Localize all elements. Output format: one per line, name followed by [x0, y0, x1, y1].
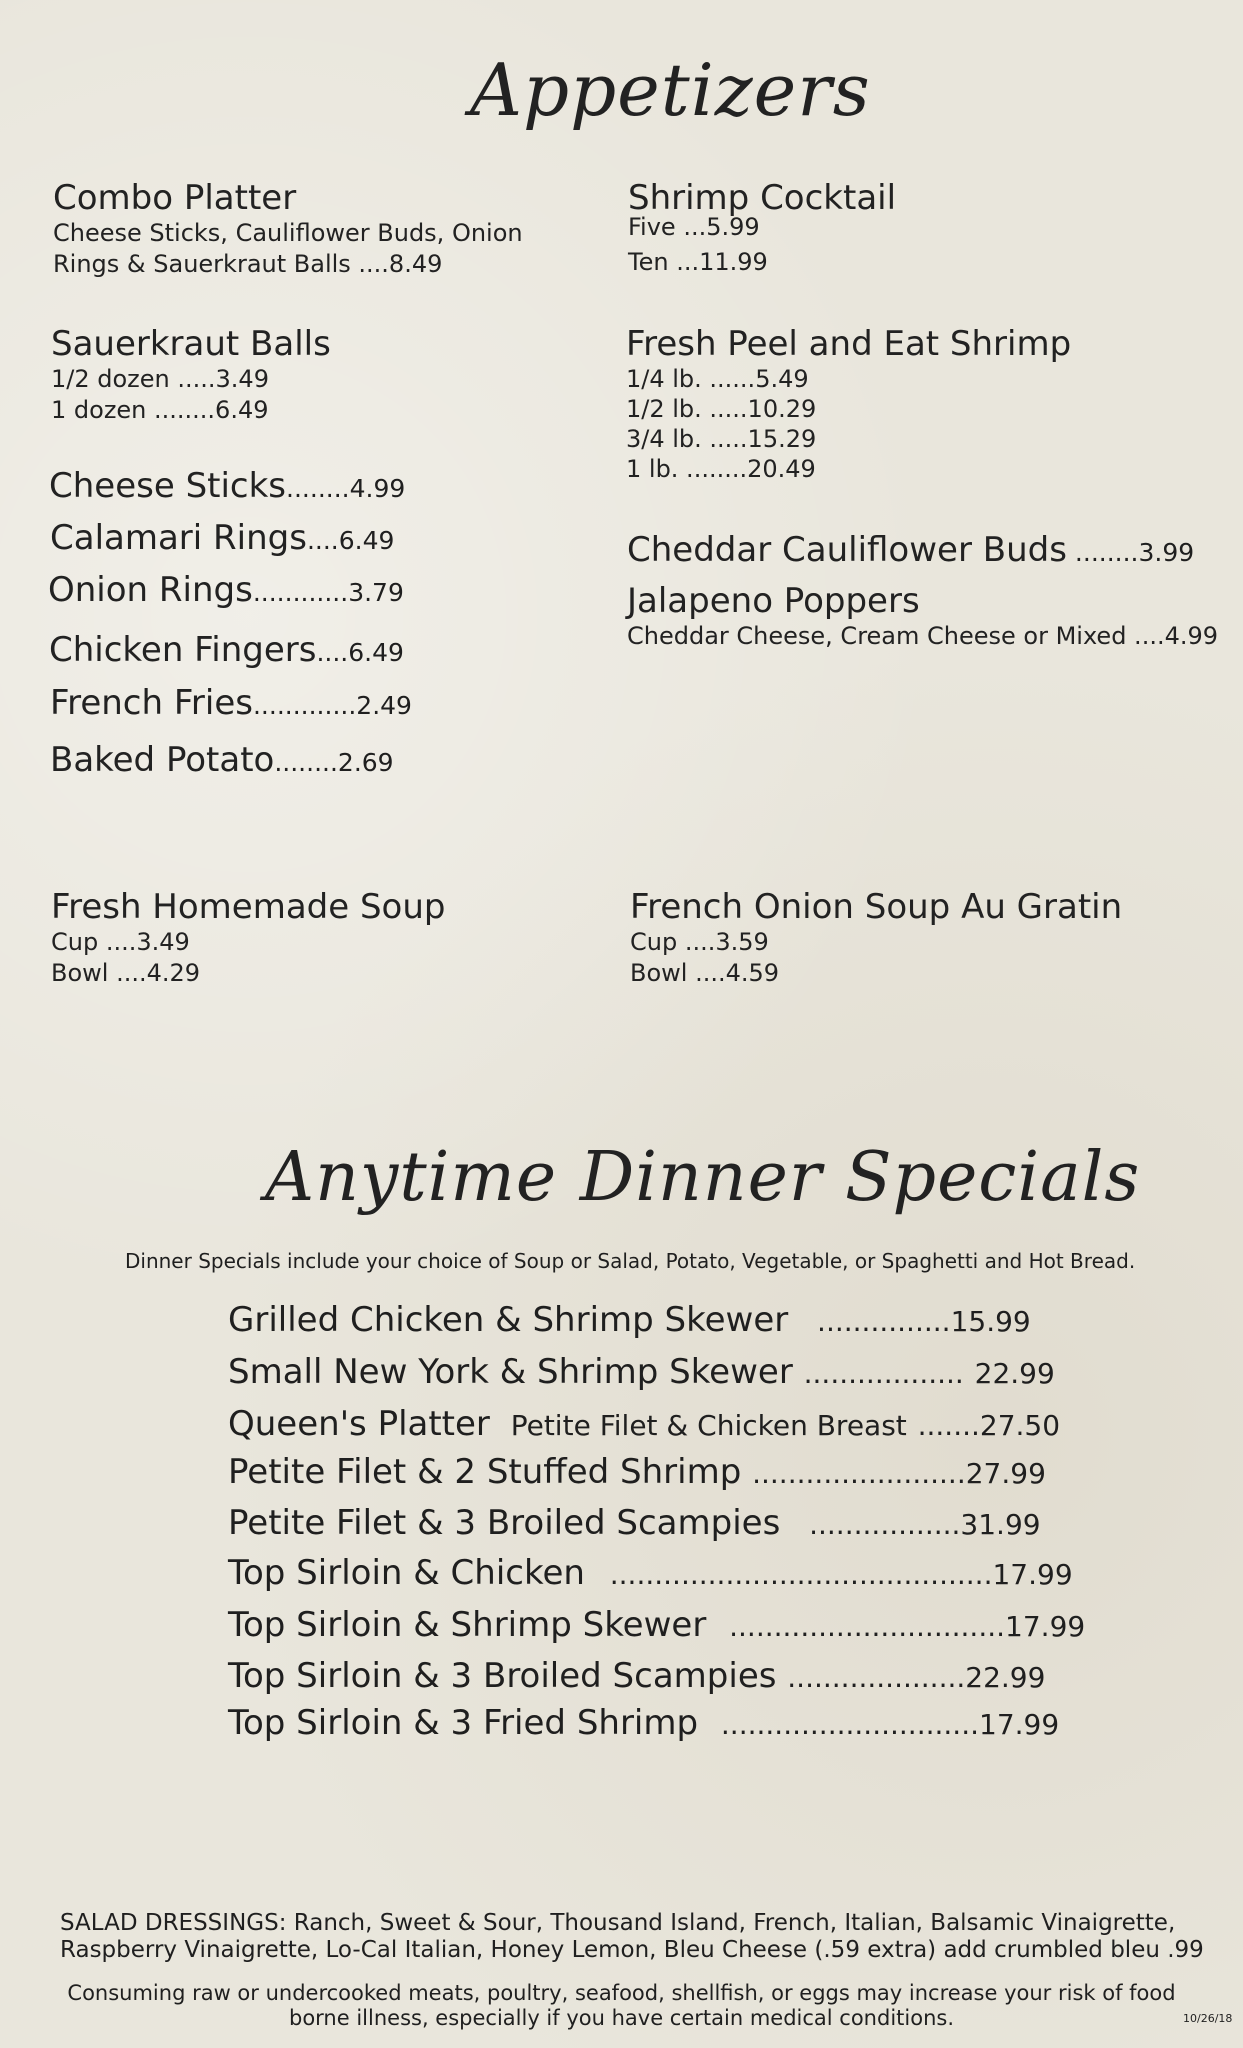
item-price-line: 1 dozen ........6.49: [51, 396, 269, 424]
item-name: French Onion Soup Au Gratin: [630, 887, 1123, 927]
item-name: Cheddar Cauliflower Buds: [627, 530, 1067, 570]
appetizer-baked-potato: [50, 740, 394, 780]
appetizer-onion-rings: [48, 570, 404, 610]
special-item: [228, 1503, 1041, 1543]
special-leader: .................: [809, 1508, 961, 1541]
special-leader: ........................: [752, 1457, 966, 1490]
dressings-line: Raspberry Vinaigrette, Lo-Cal Italian, Honey Lemon, Bleu Cheese (.59 extra) add crumbled bleu .99: [60, 1937, 1204, 1963]
shrimp-cocktail: [628, 178, 896, 278]
item-price-line: 1/2 lb. .....10.29: [626, 395, 817, 423]
item-name: Onion Rings: [48, 570, 253, 610]
item-desc: Cheese Sticks, Cauliflower Buds, Onion: [53, 219, 523, 247]
special-item: [228, 1656, 1045, 1696]
appetizer-chicken-fingers: [49, 630, 404, 670]
salad-dressings: [60, 1910, 1204, 1964]
item-desc: Cheddar Cheese, Cream Cheese or Mixed ....4.99: [627, 622, 1219, 650]
item-name: Fresh Peel and Eat Shrimp: [626, 324, 1072, 364]
jalapeno-poppers: [627, 581, 1218, 652]
item-price-line: 3/4 lb. .....15.29: [626, 425, 817, 453]
item-name: Shrimp Cocktail: [628, 178, 897, 218]
item-name: Fresh Homemade Soup: [51, 887, 446, 927]
item-name: Calamari Rings: [50, 518, 307, 558]
special-desc: Petite Filet & Chicken Breast: [510, 1409, 907, 1442]
food-warning: [0, 1981, 1243, 2031]
specials-title: Anytime Dinner Specials: [265, 1138, 1141, 1217]
appetizers-title: Appetizers: [470, 48, 871, 132]
item-name: French Fries: [50, 683, 253, 723]
special-leader: ...........................................: [609, 1558, 993, 1591]
item-price: .............2.49: [252, 691, 412, 720]
item-price: ............3.79: [252, 578, 404, 607]
item-price-line: 1/2 dozen .....3.49: [51, 365, 269, 393]
item-price-line: Cup ....3.49: [51, 928, 190, 956]
special-price: 27.50: [979, 1409, 1061, 1442]
item-price-line: Bowl ....4.29: [51, 959, 201, 987]
special-item: [228, 1300, 1031, 1340]
item-price: ........4.99: [286, 474, 406, 503]
special-price: 17.99: [979, 1708, 1060, 1741]
sauerkraut-balls: [51, 324, 331, 426]
special-price: 22.99: [974, 1357, 1055, 1390]
special-item: [228, 1452, 1046, 1492]
special-price: 22.99: [965, 1661, 1046, 1694]
item-price-line: 1 lb. ........20.49: [626, 455, 816, 483]
item-price-line: 1/4 lb. ......5.49: [626, 365, 809, 393]
special-leader: ...............: [817, 1305, 951, 1338]
warning-line: Consuming raw or undercooked meats, poultry, seafood, shellfish, or eggs may increase your risk of food: [67, 1981, 1176, 2005]
fresh-homemade-soup: [51, 887, 446, 989]
item-price-line: Five ...5.99: [628, 213, 760, 241]
item-price-line: Ten ...11.99: [628, 248, 768, 276]
special-name: Top Sirloin & 3 Fried Shrimp: [228, 1703, 699, 1743]
item-price: ....6.49: [306, 526, 395, 555]
item-name: Combo Platter: [53, 178, 297, 218]
item-price: ........3.99: [1074, 538, 1195, 567]
item-price: ........2.69: [274, 748, 394, 777]
item-price-line: Cup ....3.59: [630, 928, 769, 956]
special-name: Top Sirloin & 3 Broiled Scampies: [228, 1656, 777, 1696]
special-name: Top Sirloin & Chicken: [228, 1553, 585, 1593]
appetizer-calamari-rings: [50, 518, 394, 558]
special-name: Petite Filet & 2 Stuffed Shrimp: [228, 1452, 742, 1492]
special-item: [228, 1553, 1073, 1593]
item-name: Sauerkraut Balls: [51, 324, 331, 364]
appetizer-french-fries: [50, 683, 412, 723]
special-item: [228, 1352, 1055, 1392]
french-onion-soup: [630, 887, 1122, 989]
item-name: Baked Potato: [50, 740, 275, 780]
item-name: Chicken Fingers: [49, 630, 317, 670]
cheddar-cauliflower-buds: [627, 530, 1194, 570]
item-name: Cheese Sticks: [49, 466, 287, 506]
specials-note: Dinner Specials include your choice of Soup or Salad, Potato, Vegetable, or Spaghetti and Hot Bread.: [125, 1249, 1136, 1273]
special-leader: .............................: [720, 1708, 980, 1741]
special-item: [228, 1605, 1085, 1645]
special-name: Grilled Chicken & Shrimp Skewer: [228, 1300, 789, 1340]
special-price: 31.99: [960, 1508, 1041, 1541]
special-item: [228, 1703, 1059, 1743]
special-name: Petite Filet & 3 Broiled Scampies: [228, 1503, 781, 1543]
special-name: Top Sirloin & Shrimp Skewer: [228, 1605, 707, 1645]
special-leader: ..................: [803, 1357, 964, 1390]
combo-platter: [53, 178, 523, 280]
print-date: 10/26/18: [1183, 2012, 1233, 2025]
peel-and-eat-shrimp: [626, 324, 1071, 484]
special-name: Small New York & Shrimp Skewer: [228, 1352, 793, 1392]
special-item: [228, 1404, 1060, 1444]
warning-line: borne illness, especially if you have certain medical conditions.: [288, 2006, 954, 2030]
special-name: Queen's Platter: [228, 1404, 490, 1444]
special-price: 17.99: [992, 1558, 1073, 1591]
item-price-line: Bowl ....4.59: [630, 959, 780, 987]
dressings-line: SALAD DRESSINGS: Ranch, Sweet & Sour, Thousand Island, French, Italian, Balsamic Vinaigrette,: [60, 1910, 1176, 1936]
special-price: 15.99: [950, 1305, 1031, 1338]
item-price: ....6.49: [316, 638, 404, 667]
special-leader: ....................: [787, 1661, 966, 1694]
special-price: 17.99: [1005, 1610, 1086, 1643]
special-leader: .......: [917, 1409, 980, 1442]
special-price: 27.99: [965, 1457, 1046, 1490]
item-desc: Rings & Sauerkraut Balls ....8.49: [53, 250, 443, 278]
special-leader: ...............................: [729, 1610, 1006, 1643]
item-name: Jalapeno Poppers: [627, 581, 920, 621]
appetizer-cheese-sticks: [49, 466, 405, 506]
